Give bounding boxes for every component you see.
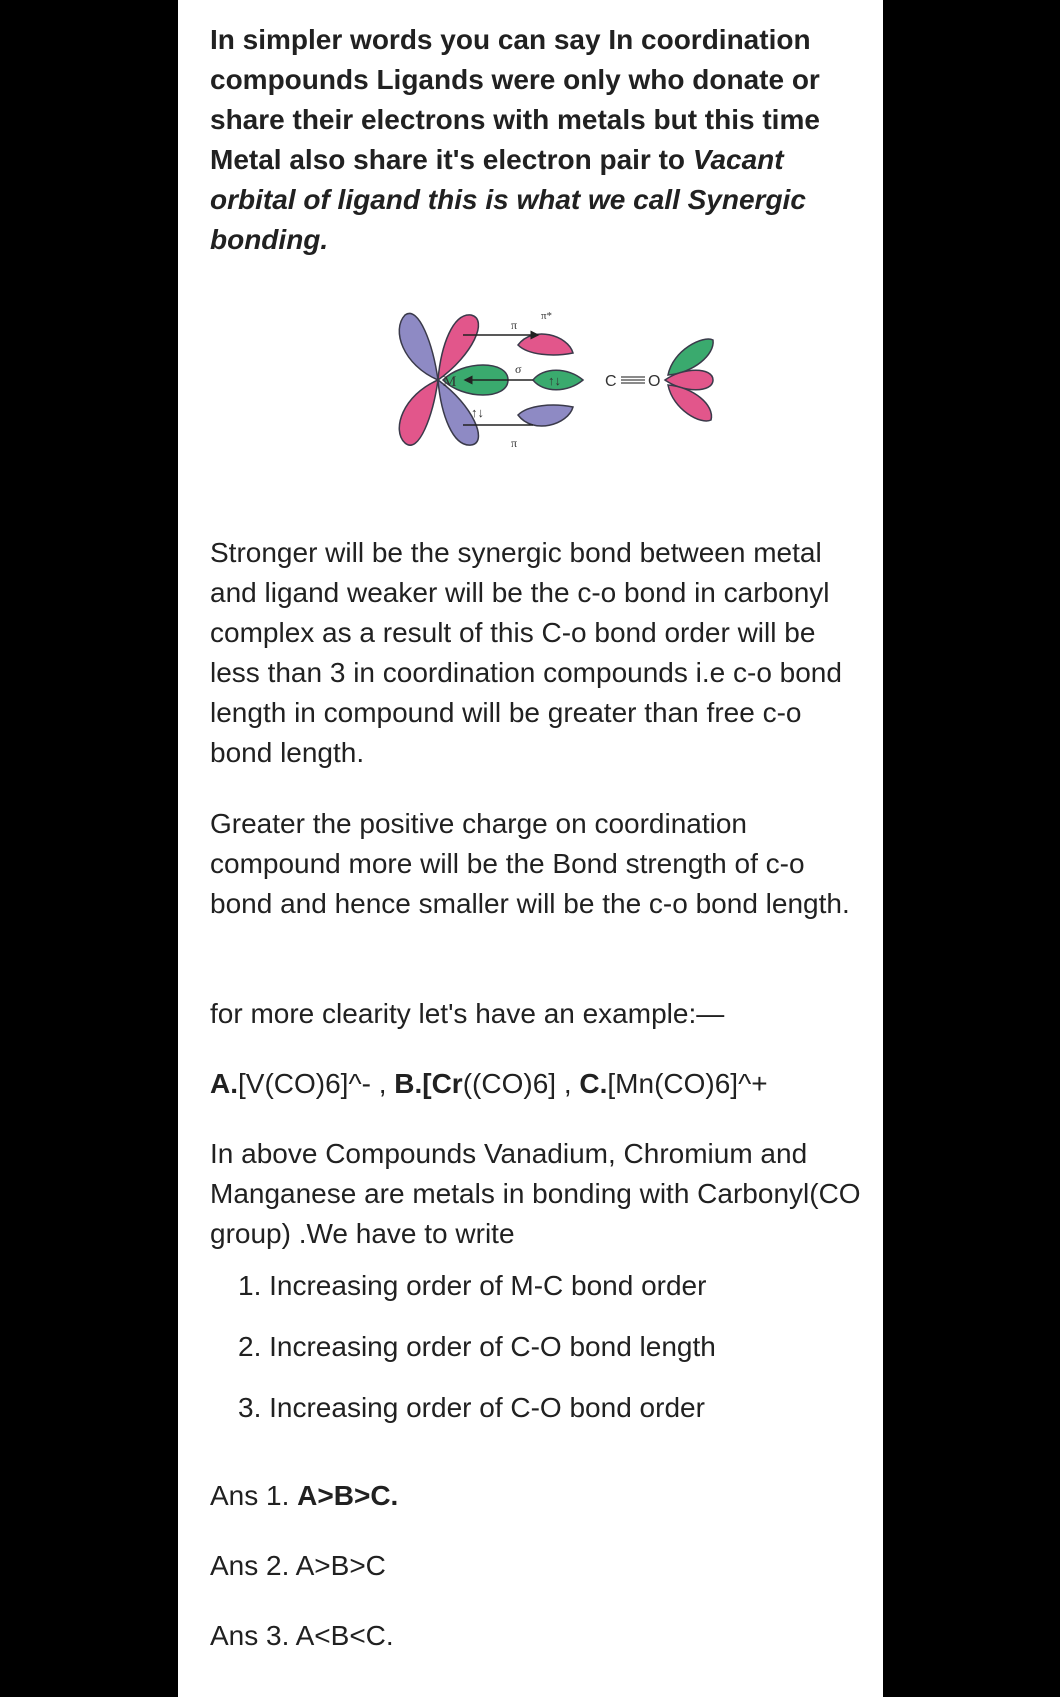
o-lobe-upper xyxy=(668,339,713,375)
compound-c: [Mn(CO)6]^+ xyxy=(607,1068,768,1099)
answer-2: Ans 2. A>B>C xyxy=(210,1550,386,1581)
carbonyl-label: C xyxy=(605,373,617,390)
paragraph-example-intro: for more clearity let's have an example:— xyxy=(210,998,725,1029)
intro-italic-text: Vacant orbital of ligand this is what we call Synergic bonding. xyxy=(210,144,806,255)
pi-top-label: π xyxy=(511,318,518,332)
cut-off-text xyxy=(210,1686,350,1697)
pi-star-label: π* xyxy=(541,310,553,322)
metal-lobe-upper-left xyxy=(399,313,438,380)
list-item: 3. Increasing order of C-O bond order xyxy=(238,1392,705,1423)
answer-3: Ans 3. A<B<C. xyxy=(210,1620,394,1651)
label-c: C. xyxy=(579,1068,608,1099)
answer-1-prefix: Ans 1. xyxy=(210,1480,298,1511)
synergic-bonding-diagram xyxy=(393,305,743,455)
answer-1 xyxy=(210,1476,870,1516)
metal-lobe-lower-left xyxy=(399,380,438,445)
paragraph-positive-charge: Greater the positive charge on coordination compound more will be the Bond strength of c-o bond and hence smaller will be the c-o bond length. xyxy=(210,808,850,919)
intro-paragraph xyxy=(210,20,870,260)
pi-bottom-label: π xyxy=(511,436,518,450)
co-pistar-upper xyxy=(518,334,573,355)
sigma-label: σ xyxy=(515,362,522,376)
article-page xyxy=(178,0,883,1697)
carbonyl-o-label: O xyxy=(648,373,661,390)
paragraph-metals: In above Compounds Vanadium, Chromium and Manganese are metals in bonding with Carbonyl(CO group) .We have to write xyxy=(210,1138,861,1249)
intro-bold-text: In simpler words you can say In coordination compounds Ligands were only who donate or share their electrons with metals but this time Metal also share it's electron pair to xyxy=(210,24,820,175)
co-pi-lower xyxy=(518,405,573,426)
electron-pair-metal: ↑↓ xyxy=(471,405,484,420)
example-compounds xyxy=(210,1064,870,1104)
answer-1-value: A>B>C. xyxy=(297,1480,399,1511)
question-list xyxy=(210,1266,716,1449)
label-b: B. xyxy=(394,1068,423,1099)
compound-a: [V(CO)6]^- , xyxy=(238,1068,395,1099)
o-lobe-lower xyxy=(668,385,711,421)
label-a: A. xyxy=(210,1068,238,1099)
electron-pair-co: ↑↓ xyxy=(548,373,561,388)
metal-label: M xyxy=(443,374,457,390)
compound-b: ((CO)6] , xyxy=(462,1068,580,1099)
compound-b-bold: [Cr xyxy=(422,1068,463,1099)
paragraph-synergic-strength: Stronger will be the synergic bond between metal and ligand weaker will be the c-o bond in carbonyl complex as a result of this C-o bond order will be less than 3 in coordination compounds i.e c-o bond length in compound will be greater than free c-o bond length. xyxy=(210,537,842,768)
list-item: 2. Increasing order of C-O bond length xyxy=(238,1331,716,1362)
list-item: 1. Increasing order of M-C bond order xyxy=(238,1270,707,1301)
